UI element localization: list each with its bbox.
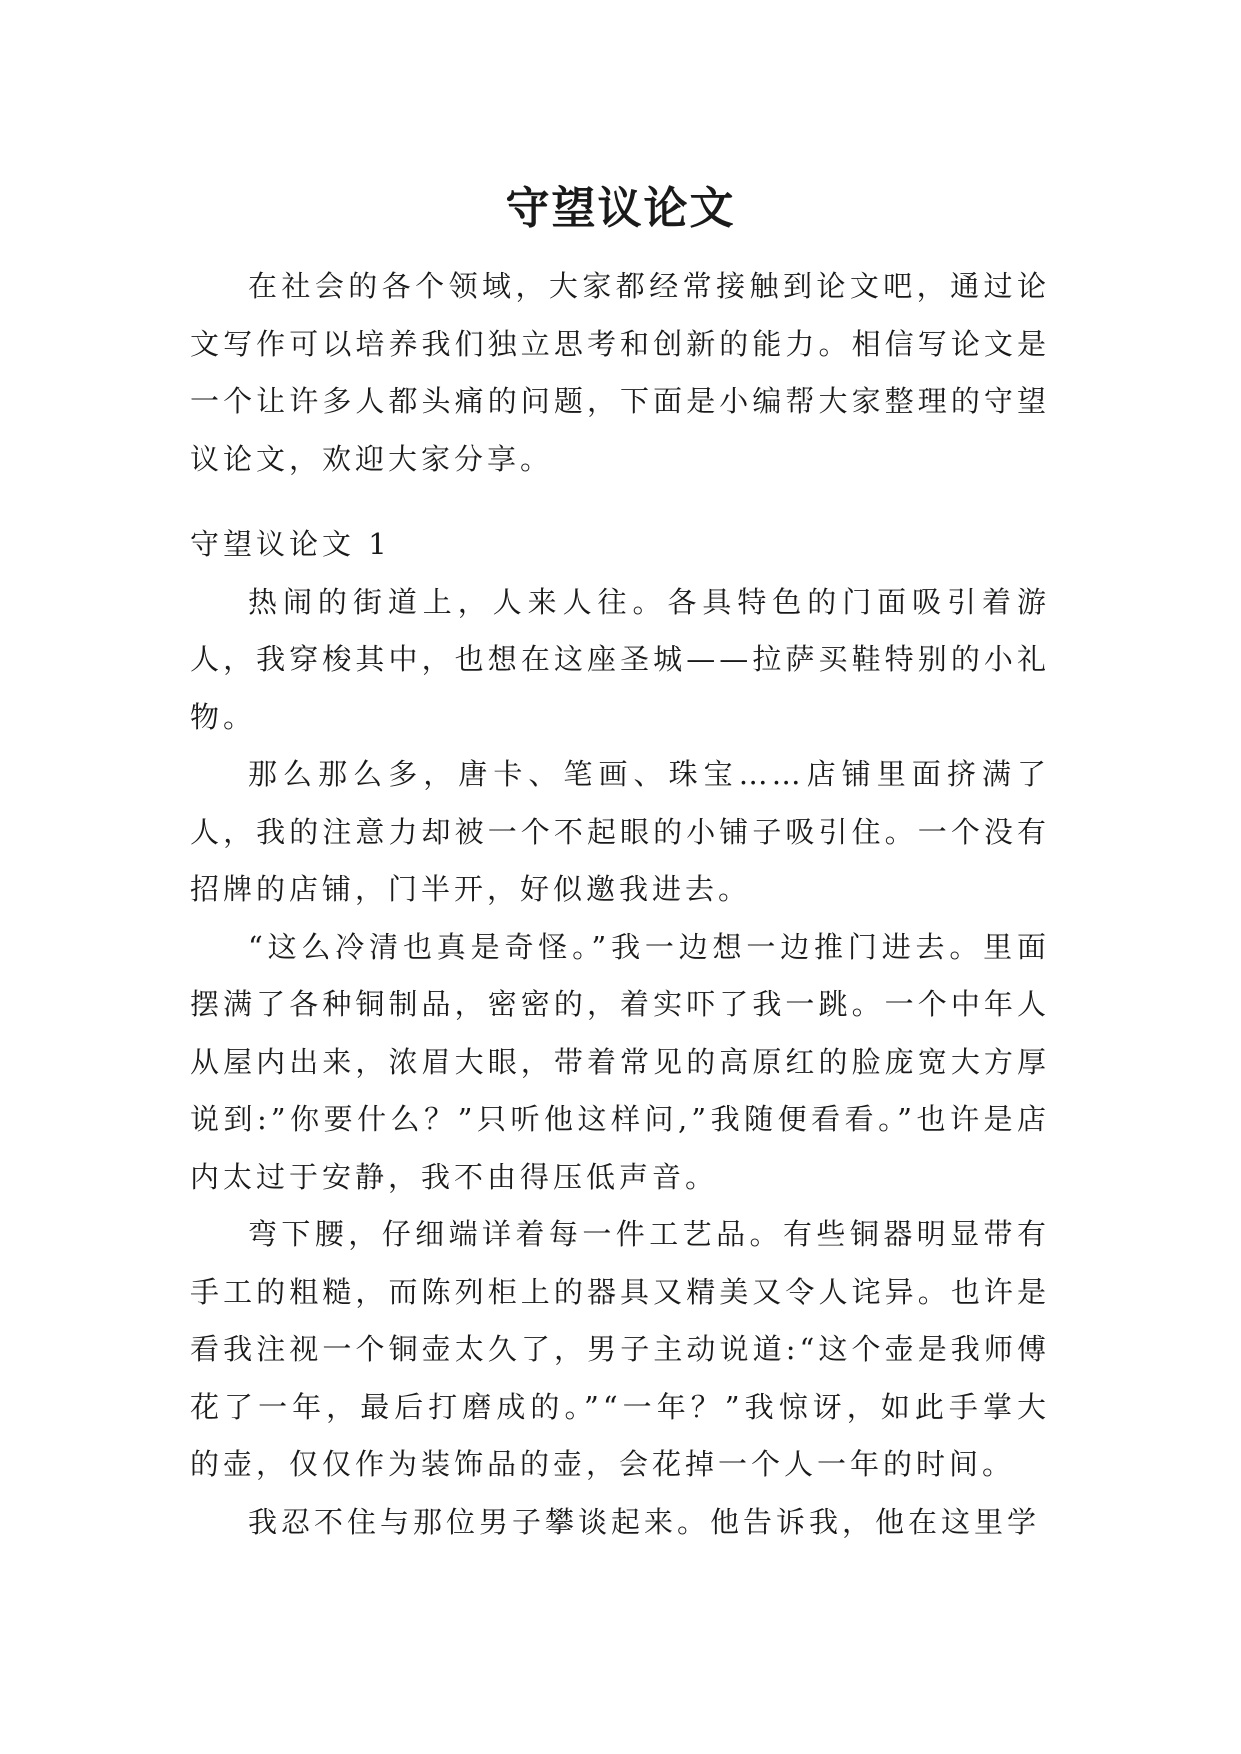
article-section (190, 516, 1050, 1551)
body-paragraph-4: 弯下腰，仔细端详着每一件工艺品。有些铜器明显带有手工的粗糙，而陈列柜上的器具又精美又令人诧异。也许是看我注视一个铜壶太久了，男子主动说道:“这个壶是我师傅花了一年，最后打磨成的。”“一年？”我惊讶，如此手掌大的壶，仅仅作为装饰品的壶，会花掉一个人一年的时间。 (190, 1217, 1050, 1481)
intro-block (190, 258, 1050, 488)
intro-paragraph: 在社会的各个领域，大家都经常接触到论文吧，通过论文写作可以培养我们独立思考和创新的能力。相信写论文是一个让许多人都头痛的问题，下面是小编帮大家整理的守望议论文，欢迎大家分享。 (190, 269, 1050, 476)
body-paragraph-3: “这么冷清也真是奇怪。”我一边想一边推门进去。里面摆满了各种铜制品，密密的，着实吓了我一跳。一个中年人从屋内出来，浓眉大眼，带着常见的高原红的脸庞宽大方厚说到:”你要什么？”只听他这样问,”我随便看看。”也许是店内太过于安静，我不由得压低声音。 (190, 929, 1050, 1194)
body-paragraph-2: 那么那么多，唐卡、笔画、珠宝……店铺里面挤满了人，我的注意力却被一个不起眼的小铺子吸引住。一个没有招牌的店铺，门半开，好似邀我进去。 (190, 757, 1050, 906)
body-paragraph-1: 热闹的街道上，人来人往。各具特色的门面吸引着游人，我穿梭其中，也想在这座圣城——拉萨买鞋特别的小礼物。 (190, 584, 1050, 734)
section-heading: 守望议论文 1 (190, 527, 391, 561)
document-title: 守望议论文 (505, 183, 736, 235)
body-paragraph-5: 我忍不住与那位男子攀谈起来。他告诉我，他在这里学 (248, 1504, 1041, 1539)
